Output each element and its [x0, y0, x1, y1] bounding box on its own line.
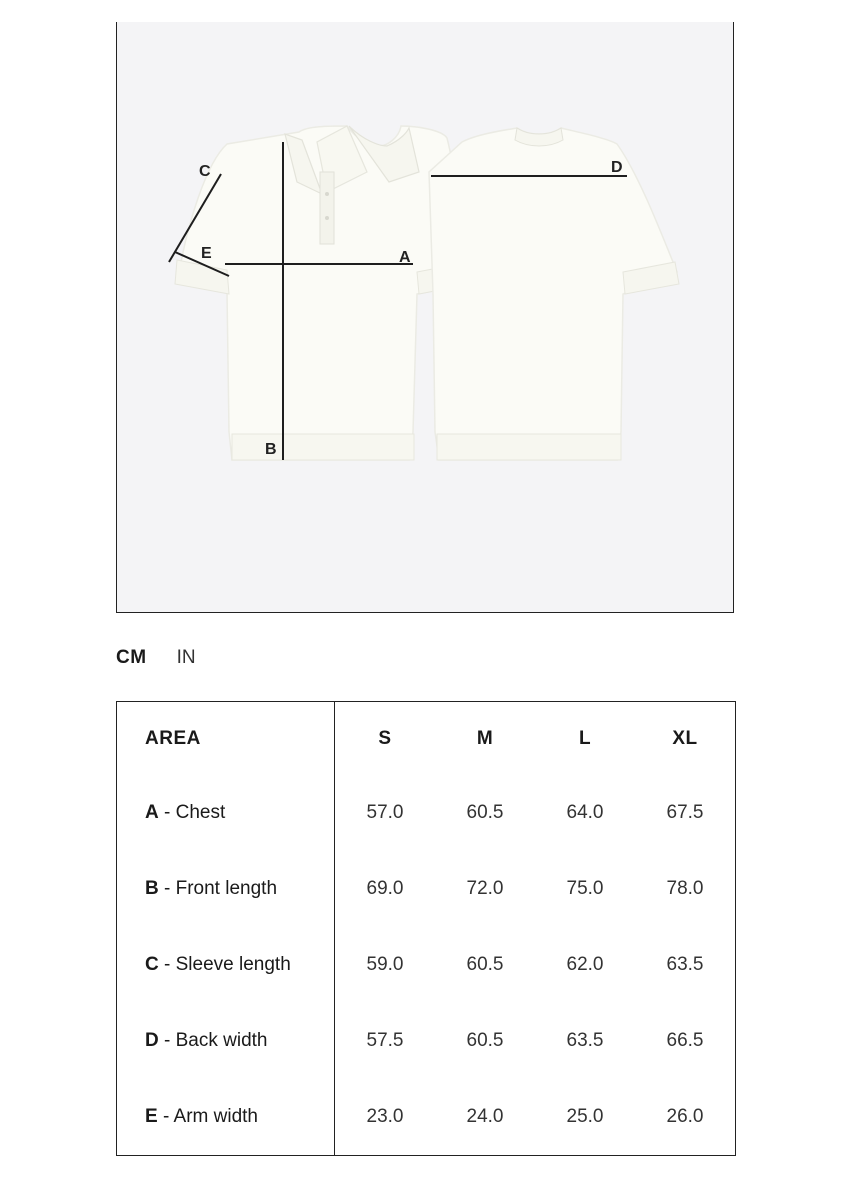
- table-cell: 67.5: [666, 802, 704, 823]
- table-row: [117, 1026, 735, 1056]
- table-row: [117, 1102, 735, 1132]
- header-size-xl: XL: [672, 728, 698, 749]
- row-area-label: C - Sleeve length: [145, 954, 291, 975]
- table-cell: 66.5: [666, 1030, 704, 1051]
- row-area-label: D - Back width: [145, 1030, 268, 1051]
- measurement-diagram: [116, 22, 734, 613]
- table-cell: 57.5: [366, 1030, 404, 1051]
- table-cell: 59.0: [366, 954, 404, 975]
- unit-toggle: [116, 646, 196, 670]
- unit-in-button[interactable]: IN: [176, 647, 196, 668]
- header-size-s: S: [378, 728, 392, 749]
- size-chart-table: [116, 701, 736, 1156]
- table-header: [117, 724, 735, 754]
- table-cell: 25.0: [566, 1106, 604, 1127]
- table-row: [117, 874, 735, 904]
- label-a: A: [399, 249, 411, 266]
- table-cell: 24.0: [466, 1106, 504, 1127]
- row-area-label: B - Front length: [145, 878, 278, 899]
- table-row: [117, 950, 735, 980]
- table-cell: 63.5: [566, 1030, 604, 1051]
- table-cell: 63.5: [666, 954, 704, 975]
- label-b: B: [265, 441, 277, 458]
- back-shirt: [429, 128, 679, 460]
- polo-shirt-diagram: [117, 22, 734, 613]
- table-cell: 57.0: [366, 802, 404, 823]
- row-area-label: A - Chest: [145, 802, 226, 823]
- table-cell: 75.0: [566, 878, 604, 899]
- table-cell: 69.0: [366, 878, 404, 899]
- header-size-l: L: [578, 728, 592, 749]
- column-divider: [334, 702, 335, 1155]
- table-cell: 62.0: [566, 954, 604, 975]
- table-cell: 60.5: [466, 802, 504, 823]
- header-area: AREA: [145, 728, 201, 749]
- table-cell: 26.0: [666, 1106, 704, 1127]
- table-row: [117, 798, 735, 828]
- table-cell: 60.5: [466, 954, 504, 975]
- label-e: E: [201, 245, 212, 262]
- label-c: C: [199, 163, 211, 180]
- table-cell: 78.0: [666, 878, 704, 899]
- unit-cm-button[interactable]: CM: [116, 647, 147, 668]
- header-size-m: M: [476, 728, 494, 749]
- table-cell: 23.0: [366, 1106, 404, 1127]
- table-cell: 60.5: [466, 1030, 504, 1051]
- table-cell: 72.0: [466, 878, 504, 899]
- label-d: D: [611, 159, 623, 176]
- table-cell: 64.0: [566, 802, 604, 823]
- row-area-label: E - Arm width: [145, 1106, 258, 1127]
